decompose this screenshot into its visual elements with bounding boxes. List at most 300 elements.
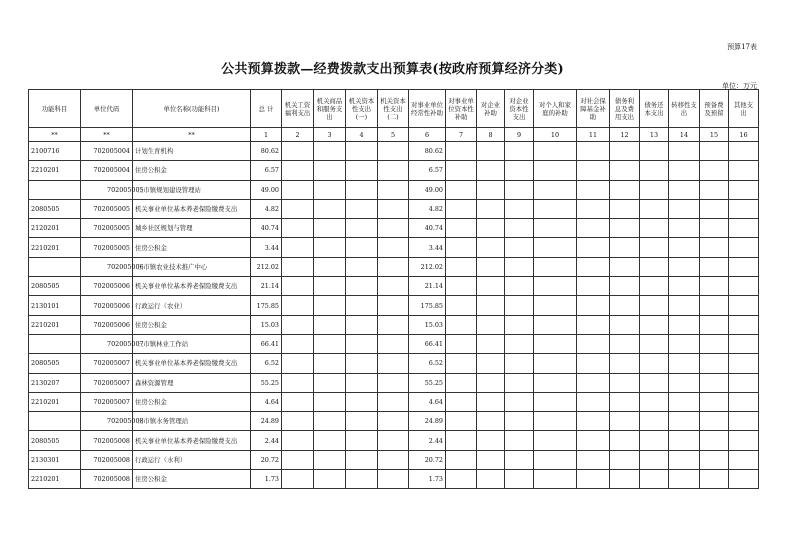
empty-cell: [446, 180, 477, 199]
empty-cell: [700, 257, 729, 276]
empty-cell: [729, 392, 759, 411]
function-code-cell: [29, 180, 81, 199]
empty-cell: [477, 161, 505, 180]
empty-cell: [700, 392, 729, 411]
empty-cell: [640, 354, 669, 373]
empty-cell: [669, 354, 700, 373]
empty-cell: [669, 257, 700, 276]
column-index: 9: [505, 128, 534, 142]
empty-cell: [282, 450, 314, 469]
empty-cell: [610, 257, 640, 276]
column-header: 总 计: [251, 90, 282, 128]
empty-cell: [378, 277, 409, 296]
empty-cell: [446, 373, 477, 392]
empty-cell: [729, 431, 759, 450]
empty-cell: [577, 431, 610, 450]
empty-cell: [282, 277, 314, 296]
column-index: 3: [314, 128, 346, 142]
empty-cell: [610, 277, 640, 296]
column-header: 机关资本性支出(一): [346, 90, 378, 128]
empty-cell: [669, 315, 700, 334]
empty-cell: [314, 219, 346, 238]
empty-cell: [378, 373, 409, 392]
empty-cell: [534, 470, 577, 489]
empty-cell: [729, 238, 759, 257]
function-code-cell: 2210201: [29, 470, 81, 489]
empty-cell: [577, 334, 610, 353]
empty-cell: [446, 142, 477, 161]
empty-cell: [314, 392, 346, 411]
unit-code-cell: 702005006: [81, 296, 133, 315]
table-row: [29, 199, 759, 218]
empty-cell: [669, 296, 700, 315]
empty-cell: [446, 431, 477, 450]
table-row: [29, 161, 759, 180]
table-row: [29, 431, 759, 450]
empty-cell: [477, 431, 505, 450]
unit-code-cell: 702005007: [81, 392, 133, 411]
empty-cell: [282, 412, 314, 431]
empty-cell: [534, 296, 577, 315]
empty-cell: [378, 199, 409, 218]
empty-cell: [729, 373, 759, 392]
unit-name-cell: 三市镇林业工作站: [133, 334, 251, 353]
unit-name-cell: 住房公积金: [133, 161, 251, 180]
column-index: 5: [378, 128, 409, 142]
column-header: 对个人和家庭的补助: [534, 90, 577, 128]
unit-subtotal-row: [29, 257, 759, 276]
function-code-cell: 2130207: [29, 373, 81, 392]
empty-cell: [669, 180, 700, 199]
unit-subtotal-row: [29, 412, 759, 431]
empty-cell: [729, 315, 759, 334]
column-index: 4: [346, 128, 378, 142]
function-code-cell: [29, 334, 81, 353]
table-body: [29, 142, 759, 489]
empty-cell: [314, 277, 346, 296]
empty-cell: [640, 142, 669, 161]
empty-cell: [314, 180, 346, 199]
total-cell: 49.00: [251, 180, 282, 199]
empty-cell: [378, 354, 409, 373]
unit-code-cell: 702005005: [81, 199, 133, 218]
column-header: 对事业单位经常性补助: [409, 90, 446, 128]
empty-cell: [534, 354, 577, 373]
unit-name-cell: 机关事业单位基本养老保险缴费支出: [133, 277, 251, 296]
empty-cell: [610, 431, 640, 450]
empty-cell: [314, 373, 346, 392]
empty-cell: [378, 219, 409, 238]
column-header: 对社会保障基金补助: [577, 90, 610, 128]
column-index: 13: [640, 128, 669, 142]
empty-cell: [505, 354, 534, 373]
empty-cell: [577, 412, 610, 431]
empty-cell: [346, 142, 378, 161]
empty-cell: [378, 238, 409, 257]
table-header: [29, 90, 759, 142]
empty-cell: [577, 373, 610, 392]
empty-cell: [729, 470, 759, 489]
empty-cell: [346, 219, 378, 238]
empty-cell: [282, 180, 314, 199]
empty-cell: [346, 354, 378, 373]
empty-cell: [640, 392, 669, 411]
table-row: [29, 296, 759, 315]
empty-cell: [477, 219, 505, 238]
empty-cell: [505, 412, 534, 431]
institution-subsidy-cell: 4.82: [409, 199, 446, 218]
column-index: **: [133, 128, 251, 142]
function-code-cell: [29, 412, 81, 431]
unit-name-cell: 三市镇规划建设管理站: [133, 180, 251, 199]
empty-cell: [700, 277, 729, 296]
unit-name-cell: 城乡社区规划与管理: [133, 219, 251, 238]
institution-subsidy-cell: 21.14: [409, 277, 446, 296]
function-code-cell: [29, 257, 81, 276]
function-code-cell: 2120201: [29, 219, 81, 238]
empty-cell: [378, 180, 409, 199]
table-row: [29, 373, 759, 392]
function-code-cell: 2130101: [29, 296, 81, 315]
empty-cell: [640, 180, 669, 199]
empty-cell: [346, 238, 378, 257]
empty-cell: [505, 277, 534, 296]
unit-code-cell: 702005006: [81, 257, 133, 276]
empty-cell: [577, 470, 610, 489]
empty-cell: [314, 296, 346, 315]
empty-cell: [446, 315, 477, 334]
empty-cell: [729, 199, 759, 218]
empty-cell: [282, 373, 314, 392]
empty-cell: [669, 470, 700, 489]
empty-cell: [446, 238, 477, 257]
empty-cell: [314, 470, 346, 489]
empty-cell: [610, 180, 640, 199]
empty-cell: [378, 296, 409, 315]
institution-subsidy-cell: 4.64: [409, 392, 446, 411]
table-row: [29, 219, 759, 238]
empty-cell: [477, 412, 505, 431]
empty-cell: [346, 180, 378, 199]
empty-cell: [577, 142, 610, 161]
empty-cell: [346, 373, 378, 392]
total-cell: 15.03: [251, 315, 282, 334]
empty-cell: [669, 277, 700, 296]
function-code-cell: 2080505: [29, 277, 81, 296]
total-cell: 66.41: [251, 334, 282, 353]
empty-cell: [477, 450, 505, 469]
institution-subsidy-cell: 80.62: [409, 142, 446, 161]
empty-cell: [577, 161, 610, 180]
budget-table: [28, 89, 759, 489]
total-cell: 6.57: [251, 161, 282, 180]
column-index: 8: [477, 128, 505, 142]
empty-cell: [610, 296, 640, 315]
empty-cell: [378, 334, 409, 353]
empty-cell: [505, 257, 534, 276]
empty-cell: [577, 180, 610, 199]
institution-subsidy-cell: 6.57: [409, 161, 446, 180]
empty-cell: [282, 354, 314, 373]
empty-cell: [505, 470, 534, 489]
institution-subsidy-cell: 2.44: [409, 431, 446, 450]
empty-cell: [346, 412, 378, 431]
column-header: 对企业补助: [477, 90, 505, 128]
function-code-cell: 2080505: [29, 199, 81, 218]
empty-cell: [577, 296, 610, 315]
institution-subsidy-cell: 1.73: [409, 470, 446, 489]
empty-cell: [700, 142, 729, 161]
empty-cell: [378, 450, 409, 469]
unit-name-cell: 机关事业单位基本养老保险缴费支出: [133, 199, 251, 218]
empty-cell: [610, 373, 640, 392]
empty-cell: [505, 238, 534, 257]
column-header: 单位名称(功能科目): [133, 90, 251, 128]
institution-subsidy-cell: 15.03: [409, 315, 446, 334]
table-row: [29, 470, 759, 489]
empty-cell: [346, 470, 378, 489]
institution-subsidy-cell: 24.89: [409, 412, 446, 431]
column-index: 1: [251, 128, 282, 142]
empty-cell: [505, 450, 534, 469]
empty-cell: [610, 219, 640, 238]
empty-cell: [282, 315, 314, 334]
empty-cell: [669, 412, 700, 431]
unit-name-cell: 森林资源管理: [133, 373, 251, 392]
empty-cell: [640, 199, 669, 218]
unit-code-cell: 702005005: [81, 219, 133, 238]
empty-cell: [729, 412, 759, 431]
function-code-cell: 2210201: [29, 238, 81, 257]
empty-cell: [640, 238, 669, 257]
institution-subsidy-cell: 6.52: [409, 354, 446, 373]
empty-cell: [669, 219, 700, 238]
empty-cell: [378, 142, 409, 161]
empty-cell: [577, 238, 610, 257]
total-cell: 4.82: [251, 199, 282, 218]
total-cell: 80.62: [251, 142, 282, 161]
empty-cell: [640, 296, 669, 315]
empty-cell: [640, 373, 669, 392]
empty-cell: [346, 431, 378, 450]
empty-cell: [700, 199, 729, 218]
unit-name-cell: 住房公积金: [133, 238, 251, 257]
column-header: 其他支出: [729, 90, 759, 128]
empty-cell: [378, 257, 409, 276]
empty-cell: [640, 161, 669, 180]
institution-subsidy-cell: 40.74: [409, 219, 446, 238]
empty-cell: [610, 315, 640, 334]
function-code-cell: 2130301: [29, 450, 81, 469]
empty-cell: [282, 392, 314, 411]
empty-cell: [577, 277, 610, 296]
column-index: 7: [446, 128, 477, 142]
unit-name-cell: 住房公积金: [133, 470, 251, 489]
total-cell: 20.72: [251, 450, 282, 469]
empty-cell: [669, 142, 700, 161]
empty-cell: [700, 315, 729, 334]
empty-cell: [610, 470, 640, 489]
empty-cell: [282, 334, 314, 353]
empty-cell: [700, 431, 729, 450]
empty-cell: [477, 373, 505, 392]
empty-cell: [346, 450, 378, 469]
empty-cell: [700, 412, 729, 431]
empty-cell: [378, 161, 409, 180]
empty-cell: [669, 373, 700, 392]
total-cell: 175.85: [251, 296, 282, 315]
empty-cell: [282, 296, 314, 315]
page-title: 公共预算拨款—经费拨款支出预算表(按政府预算经济分类): [221, 62, 564, 77]
unit-name-cell: 行政运行（水利）: [133, 450, 251, 469]
column-header: 转移性支出: [669, 90, 700, 128]
empty-cell: [700, 470, 729, 489]
column-index: 12: [610, 128, 640, 142]
total-cell: 55.25: [251, 373, 282, 392]
empty-cell: [669, 431, 700, 450]
empty-cell: [505, 180, 534, 199]
empty-cell: [610, 199, 640, 218]
empty-cell: [577, 354, 610, 373]
unit-code-cell: 702005005: [81, 180, 133, 199]
empty-cell: [282, 257, 314, 276]
empty-cell: [446, 450, 477, 469]
empty-cell: [729, 296, 759, 315]
total-cell: 1.73: [251, 470, 282, 489]
empty-cell: [282, 470, 314, 489]
unit-name-cell: 住房公积金: [133, 392, 251, 411]
unit-name-cell: 机关事业单位基本养老保险缴费支出: [133, 354, 251, 373]
empty-cell: [669, 161, 700, 180]
table-row: [29, 238, 759, 257]
empty-cell: [534, 277, 577, 296]
empty-cell: [477, 257, 505, 276]
unit-code-cell: 702005007: [81, 373, 133, 392]
empty-cell: [577, 257, 610, 276]
unit-subtotal-row: [29, 180, 759, 199]
column-index: 16: [729, 128, 759, 142]
column-header: 债务利息及费用支出: [610, 90, 640, 128]
empty-cell: [534, 431, 577, 450]
column-header: 对事业单位资本性补助: [446, 90, 477, 128]
table-row: [29, 142, 759, 161]
empty-cell: [378, 392, 409, 411]
empty-cell: [505, 296, 534, 315]
empty-cell: [729, 334, 759, 353]
empty-cell: [314, 257, 346, 276]
function-code-cell: 2080505: [29, 354, 81, 373]
empty-cell: [505, 142, 534, 161]
unit-code-cell: 702005005: [81, 238, 133, 257]
empty-cell: [700, 219, 729, 238]
empty-cell: [282, 161, 314, 180]
empty-cell: [505, 315, 534, 334]
column-header: 预备费及预留: [700, 90, 729, 128]
empty-cell: [534, 392, 577, 411]
empty-cell: [729, 450, 759, 469]
unit-code-cell: 702005006: [81, 315, 133, 334]
empty-cell: [729, 257, 759, 276]
table-row: [29, 277, 759, 296]
unit-code-cell: 702005008: [81, 470, 133, 489]
empty-cell: [446, 470, 477, 489]
empty-cell: [477, 180, 505, 199]
empty-cell: [534, 257, 577, 276]
function-code-cell: 2210201: [29, 315, 81, 334]
column-index: 11: [577, 128, 610, 142]
empty-cell: [477, 199, 505, 218]
unit-code-cell: 702005008: [81, 431, 133, 450]
empty-cell: [477, 277, 505, 296]
empty-cell: [577, 392, 610, 411]
unit-code-cell: 702005008: [81, 450, 133, 469]
empty-cell: [346, 277, 378, 296]
institution-subsidy-cell: 55.25: [409, 373, 446, 392]
empty-cell: [378, 470, 409, 489]
empty-cell: [640, 450, 669, 469]
empty-cell: [477, 354, 505, 373]
unit-subtotal-row: [29, 334, 759, 353]
column-index: **: [29, 128, 81, 142]
empty-cell: [505, 161, 534, 180]
empty-cell: [640, 334, 669, 353]
empty-cell: [534, 199, 577, 218]
table-row: [29, 450, 759, 469]
empty-cell: [314, 450, 346, 469]
empty-cell: [669, 238, 700, 257]
unit-name-cell: 住房公积金: [133, 315, 251, 334]
empty-cell: [610, 334, 640, 353]
institution-subsidy-cell: 3.44: [409, 238, 446, 257]
empty-cell: [505, 431, 534, 450]
empty-cell: [534, 450, 577, 469]
empty-cell: [534, 412, 577, 431]
empty-cell: [282, 238, 314, 257]
total-cell: 3.44: [251, 238, 282, 257]
function-code-cell: 2210201: [29, 161, 81, 180]
empty-cell: [577, 450, 610, 469]
empty-cell: [700, 296, 729, 315]
empty-cell: [282, 142, 314, 161]
column-header: 机关资本性支出(二): [378, 90, 409, 128]
empty-cell: [534, 219, 577, 238]
empty-cell: [346, 161, 378, 180]
total-cell: 24.89: [251, 412, 282, 431]
column-header: 单位代码: [81, 90, 133, 128]
empty-cell: [446, 354, 477, 373]
empty-cell: [534, 180, 577, 199]
empty-cell: [729, 277, 759, 296]
empty-cell: [640, 431, 669, 450]
empty-cell: [477, 315, 505, 334]
column-index: **: [81, 128, 133, 142]
column-index: 14: [669, 128, 700, 142]
total-cell: 2.44: [251, 431, 282, 450]
empty-cell: [314, 334, 346, 353]
column-header: 债务还本支出: [640, 90, 669, 128]
empty-cell: [446, 199, 477, 218]
institution-subsidy-cell: 49.00: [409, 180, 446, 199]
empty-cell: [534, 142, 577, 161]
empty-cell: [610, 392, 640, 411]
empty-cell: [314, 161, 346, 180]
empty-cell: [729, 354, 759, 373]
institution-subsidy-cell: 212.02: [409, 257, 446, 276]
empty-cell: [700, 373, 729, 392]
empty-cell: [640, 470, 669, 489]
unit-label: 单位：万元: [722, 82, 757, 90]
function-code-cell: 2210201: [29, 392, 81, 411]
